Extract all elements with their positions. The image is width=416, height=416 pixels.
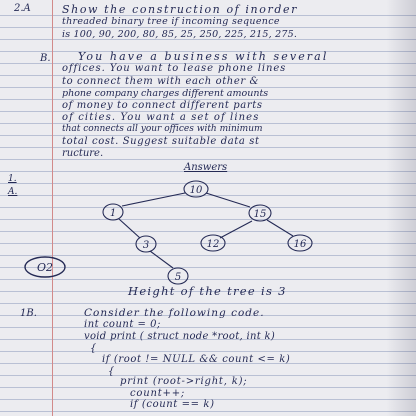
edge-1-3: [119, 219, 140, 238]
edge-15-16: [267, 220, 293, 236]
q1b-line-6: {: [108, 366, 115, 377]
node-10: 10: [189, 185, 203, 196]
edge-10-1: [122, 193, 185, 206]
answer-number-a: A.: [8, 187, 18, 197]
q2a-line-1: Show the construction of inorder: [62, 3, 298, 16]
node-3: 3: [142, 240, 150, 251]
q1b-line-8: count++;: [130, 388, 186, 399]
q1b-line-4: {: [90, 343, 97, 354]
node-1: 1: [109, 208, 117, 219]
edge-10-15: [206, 193, 250, 207]
tree-height-statement: Height of the tree is 3: [128, 284, 287, 298]
q2a-line-2: threaded binary tree if incoming sequence: [62, 16, 280, 27]
q2b-line-1: You have a business with several: [78, 50, 329, 63]
node-5: 5: [174, 272, 182, 283]
answers-heading: Answers: [184, 162, 228, 173]
q1b-line-7: print (root->right, k);: [120, 376, 248, 387]
question-number-1b: 1B.: [20, 308, 37, 319]
edge-15-12: [220, 221, 252, 238]
q1b-line-1: Consider the following code.: [84, 307, 265, 319]
marks-label: O2: [36, 261, 54, 274]
q2b-line-9: ructure.: [62, 148, 104, 159]
node-12: 12: [206, 239, 220, 250]
q2a-line-3: is 100, 90, 200, 80, 85, 25, 250, 225, 215, 275.: [62, 29, 298, 40]
question-number-b: B.: [40, 53, 51, 64]
q1b-line-2: int count = 0;: [84, 319, 161, 330]
q2b-line-7: that connects all your offices with minimum: [62, 124, 263, 134]
q2b-line-4: phone company charges different amounts: [62, 88, 269, 99]
q2b-line-5: of money to connect different parts: [62, 100, 263, 111]
q2b-line-8: total cost. Suggest suitable data st: [62, 136, 260, 147]
node-16: 16: [293, 239, 307, 250]
q1b-line-5: if (root != NULL && count <= k): [102, 354, 291, 365]
question-number-2a: 2.A: [14, 3, 31, 14]
edge-3-5: [150, 251, 173, 268]
q2b-line-2: offices. You want to lease phone lines: [62, 63, 287, 74]
q2b-line-3: to connect them with each other &: [62, 76, 260, 87]
q2b-line-6: of cities. You want a set of lines: [62, 112, 260, 123]
answer-number-1: 1.: [8, 174, 17, 184]
node-15: 15: [253, 209, 267, 220]
q1b-line-9: if (count == k): [130, 399, 215, 410]
q1b-line-3: void print ( struct node *root, int k): [84, 331, 276, 342]
